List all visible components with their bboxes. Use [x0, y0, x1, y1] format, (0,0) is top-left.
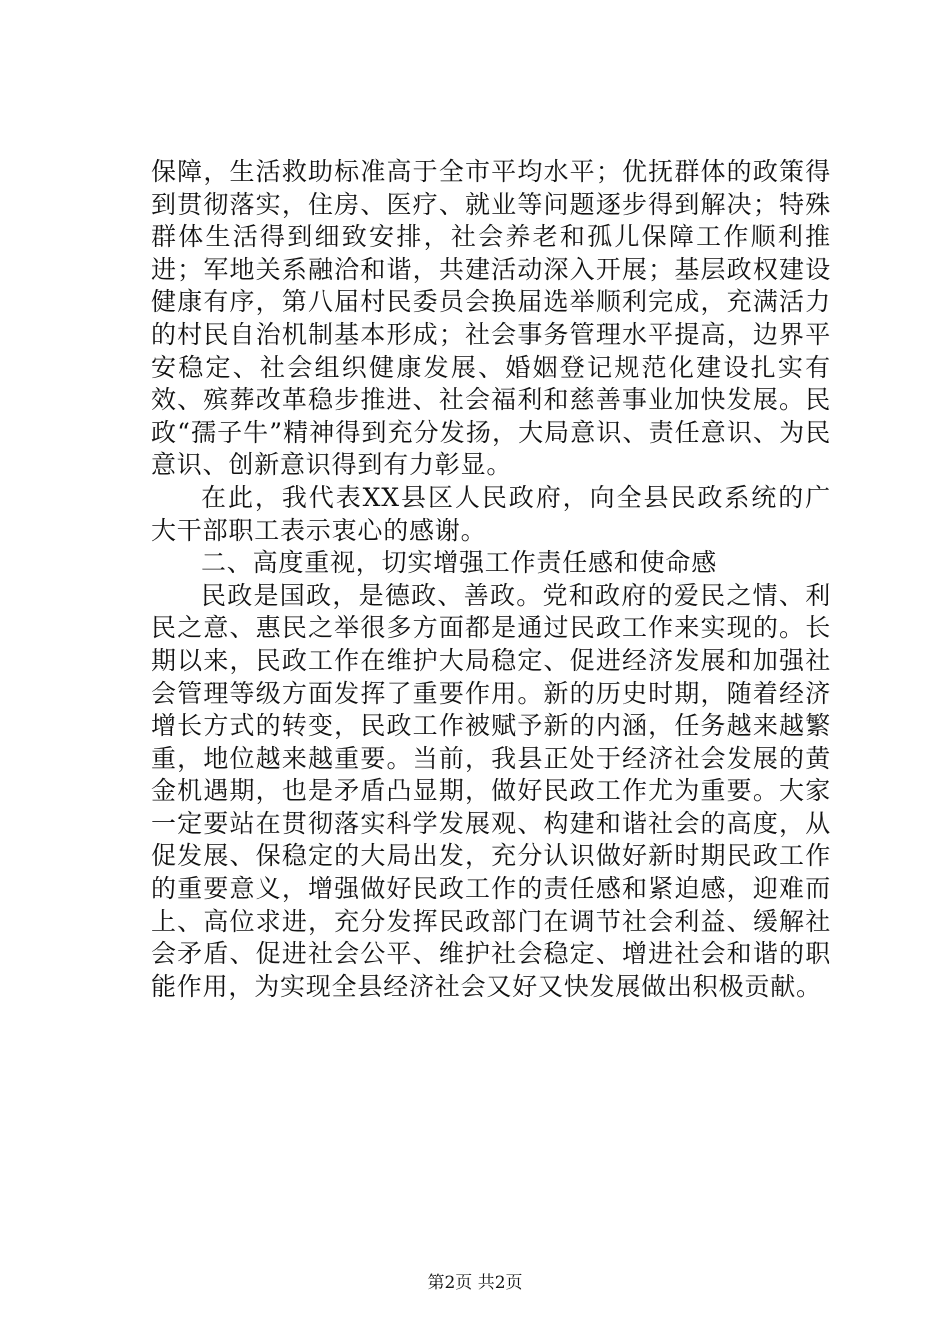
- paragraph-continuation: 保障，生活救助标准高于全市平均水平；优抚群体的政策得到贯彻落实，住房、医疗、就业等问题逐步得到解决；特殊群体生活得到细致安排，社会养老和孤儿保障工作顺利推进；军地关系融洽和谐，共建活动深入开展；基层政权建设健康有序，第八届村民委员会换届选举顺利完成，充满活力的村民自治机制基本形成；社会事务管理水平提高，边界平安稳定、社会组织健康发展、婚姻登记规范化建设扎实有效、殡葬改革稳步推进、社会福利和慈善事业加快发展。民政“孺子牛”精神得到充分发扬，大局意识、责任意识、为民意识、创新意识得到有力彰显。: [151, 157, 831, 480]
- document-body: [151, 156, 831, 1003]
- page-footer: 第2页 共2页: [427, 1273, 523, 1293]
- paragraph-body: 民政是国政，是德政、善政。党和政府的爱民之情、利民之意、惠民之举很多方面都是通过民政工作来实现的。长期以来，民政工作在维护大局稳定、促进经济发展和加强社会管理等级方面发挥了重要作用。新的历史时期，随着经济增长方式的转变，民政工作被赋予新的内涵，任务越来越繁重，地位越来越重要。当前，我县正处于经济社会发展的黄金机遇期，也是矛盾凸显期，做好民政工作尤为重要。大家一定要站在贯彻落实科学发展观、构建和谐社会的高度，从促发展、保稳定的大局出发，充分认识做好新时期民政工作的重要意义，增强做好民政工作的责任感和紧迫感，迎难而上、高位求进，充分发挥民政部门在调节社会利益、缓解社会矛盾、促进社会公平、维护社会稳定、增进社会和谐的职能作用，为实现全县经济社会又好又快发展做出积极贡献。: [151, 580, 831, 1001]
- paragraph-thanks: 在此，我代表XX县区人民政府，向全县民政系统的广大干部职工表示衷心的感谢。: [151, 482, 831, 545]
- section-heading: 二、高度重视，切实增强工作责任感和使命感: [201, 548, 718, 578]
